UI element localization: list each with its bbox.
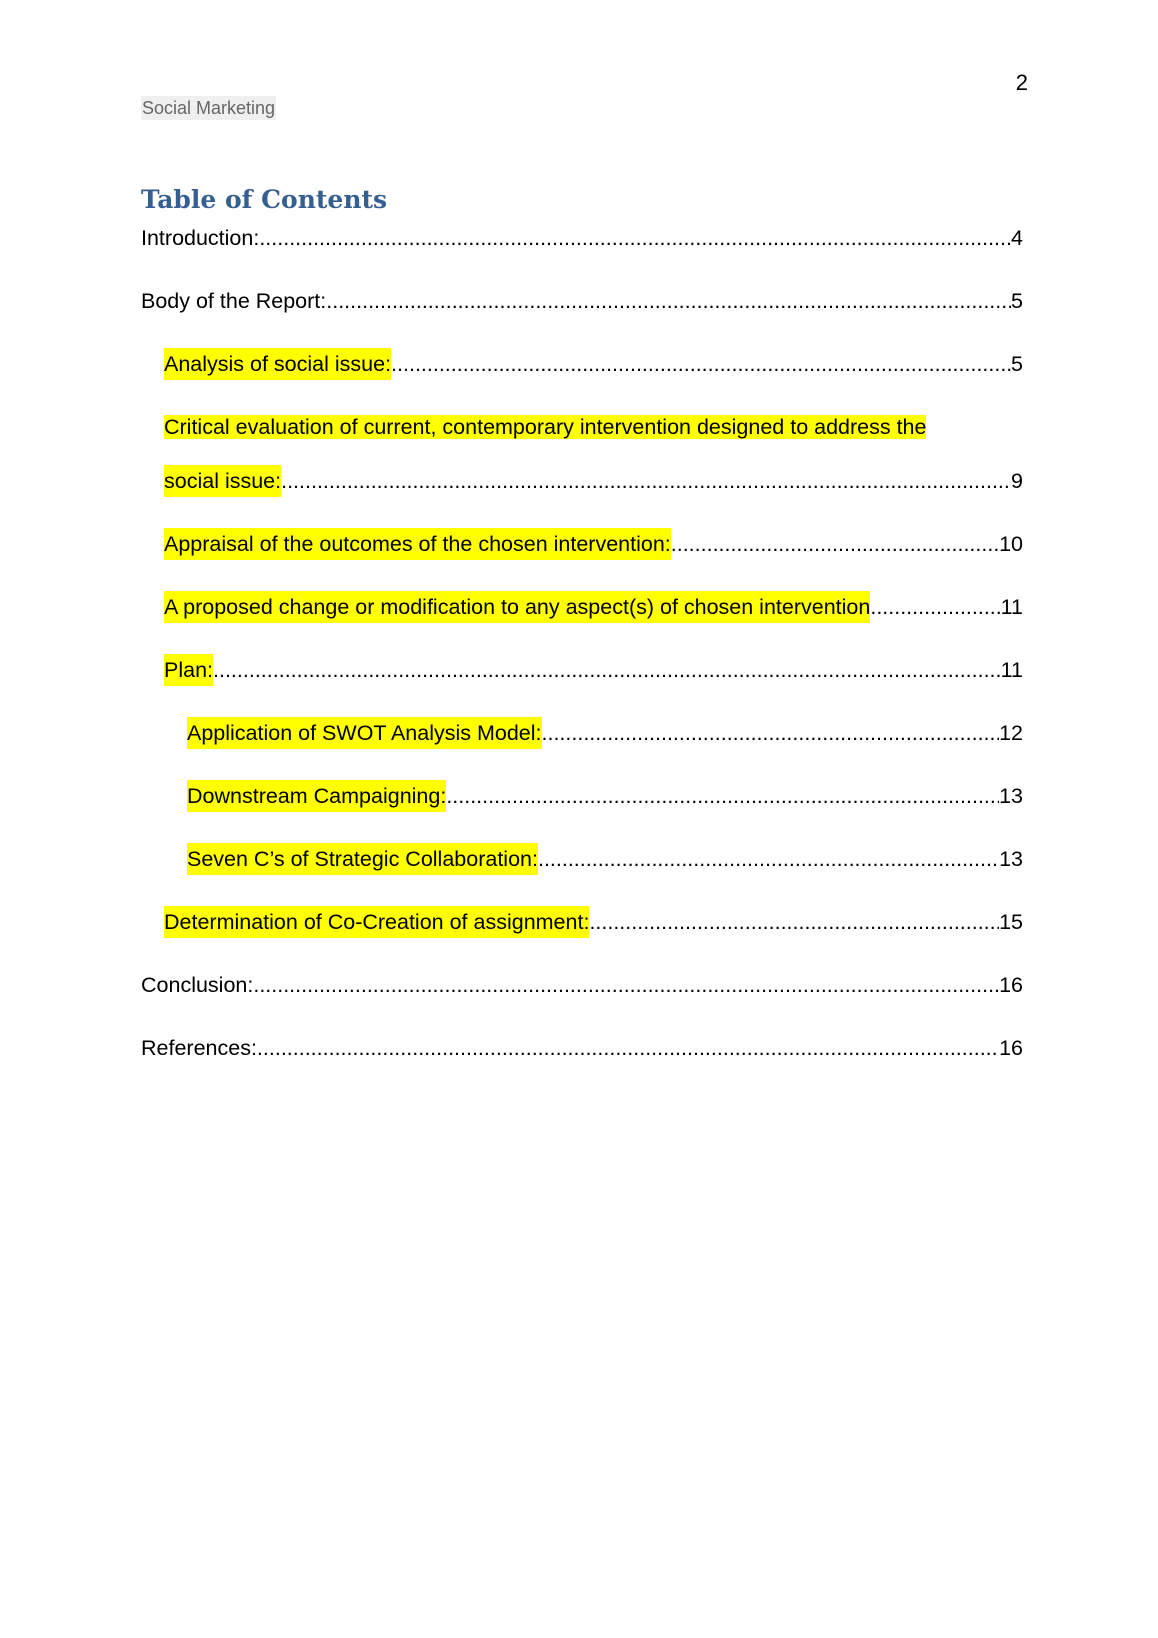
toc-entry-label: social issue: — [164, 465, 281, 497]
toc-entry-label: Conclusion: — [141, 973, 254, 997]
toc-entry-page: 10 — [999, 532, 1023, 556]
dot-leader — [538, 843, 999, 875]
toc-entry-page: 5 — [1011, 289, 1023, 313]
toc-entry-critical-evaluation[interactable] — [164, 465, 1023, 497]
toc-entry-label: Plan: — [164, 654, 213, 686]
toc-entry-page: 9 — [1011, 469, 1023, 493]
toc-entry-page: 11 — [1000, 658, 1023, 682]
toc-title: Table of Contents — [141, 185, 388, 214]
toc-entry-label: Downstream Campaigning: — [187, 780, 446, 812]
toc-entry-seven-cs[interactable] — [187, 843, 1023, 875]
dot-leader — [281, 465, 1011, 497]
toc-entry-label: Appraisal of the outcomes of the chosen intervention: — [164, 528, 671, 560]
dot-leader — [213, 654, 1001, 686]
toc-entry-label: Application of SWOT Analysis Model: — [187, 717, 542, 749]
dot-leader — [671, 528, 999, 560]
toc-entry-label-line1: Critical evaluation of current, contemporary intervention designed to address the — [164, 415, 927, 439]
toc-entry-critical-evaluation-line1[interactable] — [164, 411, 1023, 443]
toc-entry-co-creation[interactable] — [164, 906, 1023, 938]
dot-leader — [870, 591, 1000, 623]
dot-leader — [589, 906, 999, 938]
toc-entry-label: References: — [141, 1036, 257, 1060]
toc-entry-analysis-of-social-issue[interactable] — [164, 348, 1023, 380]
toc-entry-label: Seven C’s of Strategic Collaboration: — [187, 843, 538, 875]
toc-entry-page: 15 — [999, 910, 1023, 934]
dot-leader — [259, 222, 1011, 254]
toc-entry-page: 13 — [999, 784, 1023, 808]
dot-leader — [257, 1032, 999, 1064]
dot-leader — [391, 348, 1011, 380]
toc-entry-references[interactable] — [141, 1032, 1023, 1064]
toc-entry-page: 11 — [1000, 595, 1023, 619]
toc-entry-page: 13 — [999, 847, 1023, 871]
toc-entry-swot-analysis[interactable] — [187, 717, 1023, 749]
page-number: 2 — [1015, 70, 1028, 95]
toc-entry-page: 12 — [999, 721, 1023, 745]
toc-entry-label: A proposed change or modification to any aspect(s) of chosen intervention — [164, 591, 870, 623]
toc-entry-downstream-campaigning[interactable] — [187, 780, 1023, 812]
dot-leader — [446, 780, 999, 812]
toc-entry-introduction[interactable] — [141, 222, 1023, 254]
toc-entry-page: 16 — [999, 973, 1023, 997]
toc-entry-label: Body of the Report: — [141, 289, 327, 313]
toc-entry-body-of-report[interactable] — [141, 285, 1023, 317]
toc-entry-page: 5 — [1011, 352, 1023, 376]
dot-leader — [326, 285, 1011, 317]
toc-entry-label: Introduction: — [141, 226, 260, 250]
toc-entry-page: 4 — [1011, 226, 1023, 250]
toc-entry-page: 16 — [999, 1036, 1023, 1060]
toc-entry-plan[interactable] — [164, 654, 1023, 686]
dot-leader — [542, 717, 1000, 749]
running-header: Social Marketing — [142, 98, 276, 118]
toc-entry-appraisal-of-outcomes[interactable] — [164, 528, 1023, 560]
toc-entry-conclusion[interactable] — [141, 969, 1023, 1001]
dot-leader — [253, 969, 999, 1001]
toc-entry-label: Analysis of social issue: — [164, 348, 391, 380]
toc-entry-proposed-change[interactable] — [164, 591, 1023, 623]
toc-entry-label: Determination of Co-Creation of assignment: — [164, 906, 589, 938]
